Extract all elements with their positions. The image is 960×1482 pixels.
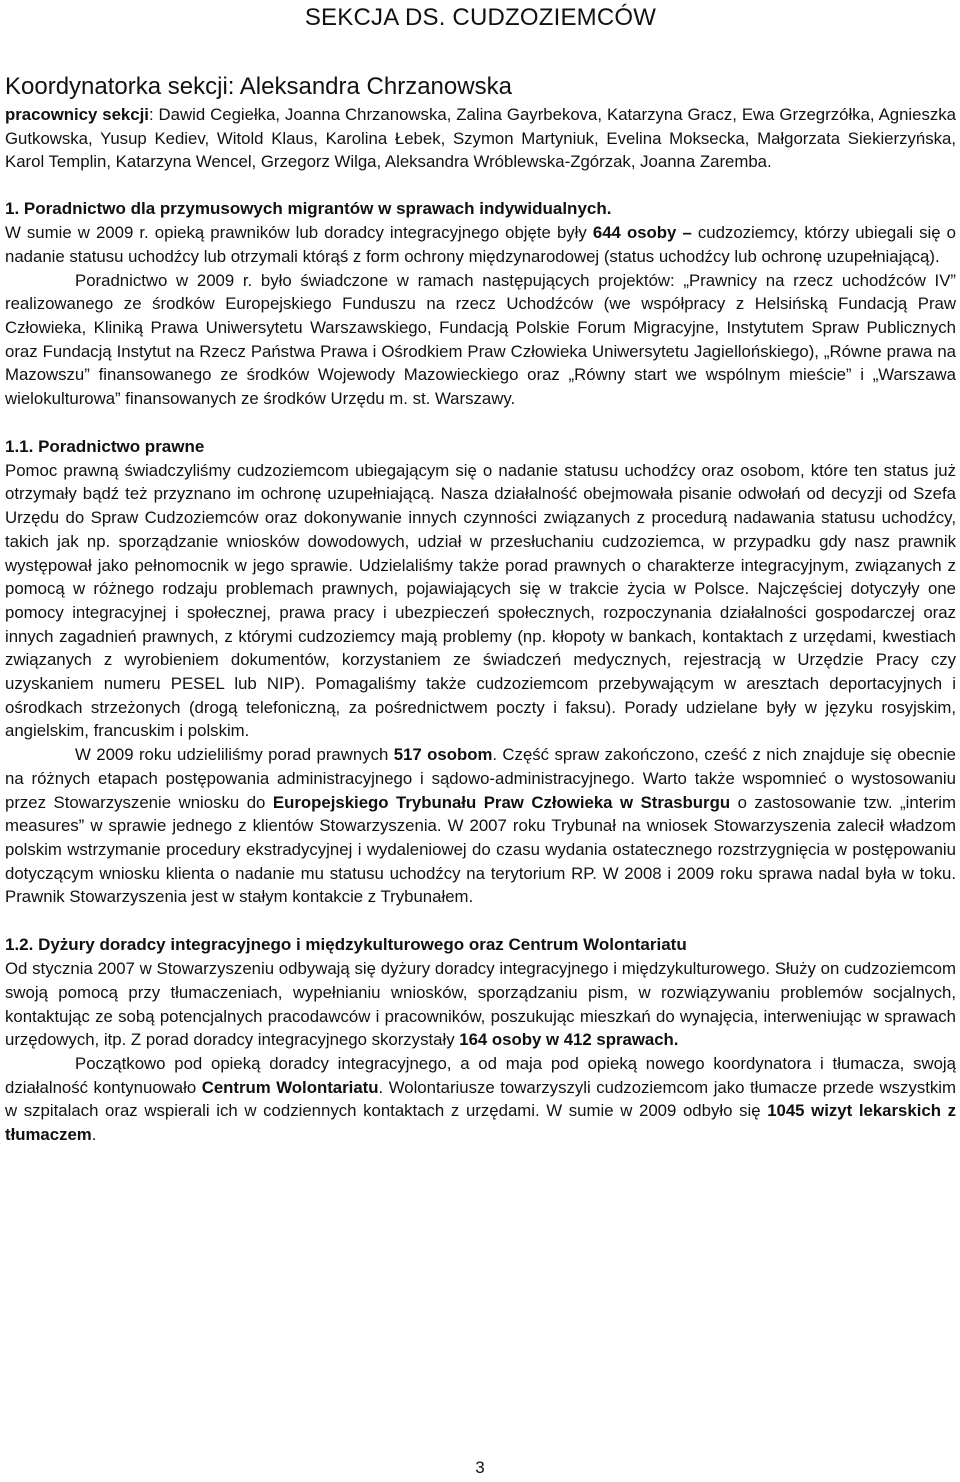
bold-run: Centrum Wolontariatu bbox=[201, 1077, 379, 1097]
section-1-heading: 1. Poradnictwo dla przymusowych migrantów w sprawach indywidualnych. bbox=[5, 199, 612, 219]
text-run: . Wolontariusze towarzyszyli cudzoziemcom jako tłumacze przede wszystkim w szpitalach oraz wspierali ich w codziennych kontaktach z urzędami. W sumie w 2009 odbyło się bbox=[5, 1077, 956, 1121]
section-1-2-paragraph-1 bbox=[5, 957, 956, 1052]
text-run: o zastosowanie tzw. „interim measures” w sprawie jednego z klientów Stowarzyszenia. W 2007 roku Trybunał na wniosek Stowarzyszenia zalecił władzom polskim wstrzymanie procedury ekstradycyjnej i wydaleniowej do czasu wydania ostatecznego rozstrzygnięcia w postępowaniu dotyczącym wniosku klienta o nadanie mu statusu uchodźcy na terytorium RP. W 2008 i 2009 roku sprawa nadal była w toku. Prawnik Stowarzyszenia jest w stałym kontakcie z Trybunałem. bbox=[5, 792, 956, 907]
section-1-paragraph-2: Poradnictwo w 2009 r. było świadczone w ramach następujących projektów: „Prawnicy na rzecz uchodźców IV” realizowanego ze środków Europejskiego Funduszu na rzecz Uchodźców (we współpracy z Helsińską Fundacją Praw Człowieka, Kliniką Prawa Uniwersytetu Warszawskiego, Fundacją Polskie Forum Migracyjne, Instytutem Spraw Publicznych oraz Fundacją Instytut na Rzecz Państwa Prawa i Ośrodkiem Praw Człowieka Uniwersytetu Jagiellońskiego), „Równe prawa na Mazowszu” finansowanego ze środków Wojewody Mazowieckiego oraz „Równy start we wspólnym mieście” i „Warszawa wielokulturowa” finansowanych ze środków Urzędu m. st. Warszawy. bbox=[5, 270, 956, 409]
page-number: 3 bbox=[475, 1458, 485, 1477]
section-1-1-paragraph-1: Pomoc prawną świadczyliśmy cudzoziemcom ubiegającym się o nadanie statusu uchodźcy oraz osobom, które ten status już otrzymały bądź też przyznano im ochronę uzupełniającą. Nasza działalność obejmowała pisanie odwołań od decyzji od Szefa Urzędu do Spraw Cudzoziemców oraz dokonywanie innych czynności związanych z procedurą nadawania statusu uchodźcy, takich jak np. sporządzanie wniosków dowodowych, udział w przesłuchaniu cudzoziemca, w przypadku gdy nasz prawnik występował jako pełnomocnik w jego sprawie. Udzielaliśmy także porad prawnych o charakterze integracyjnym, związanych z pomocą w różnego rodzaju problemach prawnych, pojawiających się w trakcie życia w Polsce. Najczęściej dotyczyły one pomocy integracyjnej i społecznej, prawa pracy i ubezpieczeń społecznych, rozpoczynania działalności gospodarczej oraz innych zagadnień prawnych, z którymi cudzoziemcy mają problemy (np. kłopoty w bankach, kontaktach z urzędami, kwestiach związanych z wyrobieniem dokumentów, korzystaniem ze świadczeń medycznych, rejestracją w Urzędzie Pracy czy uzyskaniem numeru PESEL lub NIP). Pomagaliśmy także cudzoziemcom przebywającym w aresztach deportacyjnych i ośrodkach strzeżonych (drogą telefoniczną, za pośrednictwem poczty i faksu). Porady udzielane były w języku rosyjskim, angielskim, francuskim i polskim. bbox=[5, 460, 956, 741]
text-run: . Część spraw zakończono, cześć z nich znajduje się obecnie na różnych etapach postępowania administracyjnego i sądowo-administracyjnego. Warto także wspomnieć o wystosowaniu przez Stowarzyszenie wniosku do bbox=[5, 745, 957, 812]
text-run: . bbox=[91, 1125, 97, 1145]
workers-label: pracownicy sekcji bbox=[5, 105, 149, 124]
bold-run: 164 osoby w 412 sprawach. bbox=[459, 1030, 679, 1050]
text-run: W sumie w 2009 r. opieką prawników lub doradcy integracyjnego objęte były bbox=[5, 223, 593, 243]
bold-run: 644 osoby – bbox=[592, 223, 692, 243]
bold-run: Europejskiego Trybunału Praw Człowieka w Strasburgu bbox=[272, 792, 731, 812]
bold-run: 1045 wizyt lekarskich z tłumaczem bbox=[5, 1101, 957, 1145]
workers-paragraph bbox=[5, 103, 956, 174]
text-run: W 2009 roku udzieliliśmy porad prawnych bbox=[75, 745, 394, 765]
section-1-2-heading: 1.2. Dyżury doradcy integracyjnego i międzykulturowego oraz Centrum Wolontariatu bbox=[5, 935, 687, 955]
section-1-2-paragraph-2 bbox=[5, 1052, 956, 1147]
text-run: cudzoziemcy, którzy ubiegali się o nadanie statusu uchodźcy lub otrzymali którąś z form ochrony międzynarodowej (status uchodźcy lub ochronę uzupełniającą). bbox=[5, 223, 956, 266]
coordinator-heading: Koordynatorka sekcji: Aleksandra Chrzanowska bbox=[5, 73, 512, 100]
text-run: Od stycznia 2007 w Stowarzyszeniu odbywają się dyżury doradcy integracyjnego i międzykulturowego. Służy on cudzoziemcom swoją pomocą przy tłumaczeniach, wypełnianiu wniosków, sporządzaniu pism, w rozwiązywaniu problemów socjalnych, kontaktując ze sobą potencjalnych pracodawców i pracowników, poszukując mieszkań do wynajęcia, interweniując w sprawach urzędowych, itp. Z porad doradcy integracyjnego skorzystały bbox=[5, 959, 956, 1050]
bold-run: 517 osobom bbox=[393, 745, 493, 765]
section-1-paragraph-1 bbox=[5, 221, 956, 268]
page-title: SEKCJA DS. CUDZOZIEMCÓW bbox=[304, 4, 657, 31]
text-run: Początkowo pod opieką doradcy integracyjnego, a od maja pod opieką nowego koordynatora i tłumacza, swoją działalność kontynuowało bbox=[5, 1053, 956, 1097]
section-1-1-heading: 1.1. Poradnictwo prawne bbox=[5, 436, 205, 456]
section-1-1-paragraph-2 bbox=[5, 743, 956, 909]
workers-names: : Dawid Cegiełka, Joanna Chrzanowska, Zalina Gayrbekova, Katarzyna Gracz, Ewa Grzegrzółka, Agnieszka Gutkowska, Yusup Kediev, Witold Klaus, Karolina Łebek, Szymon Martyniuk, Evelina Moksecka, Małgorzata Siekierzyńska, Karol Templin, Katarzyna Wencel, Grzegorz Wilga, Aleksandra Wróblewska-Zgórzak, Joanna Zaremba. bbox=[5, 105, 956, 172]
document-page bbox=[5, 0, 956, 1147]
